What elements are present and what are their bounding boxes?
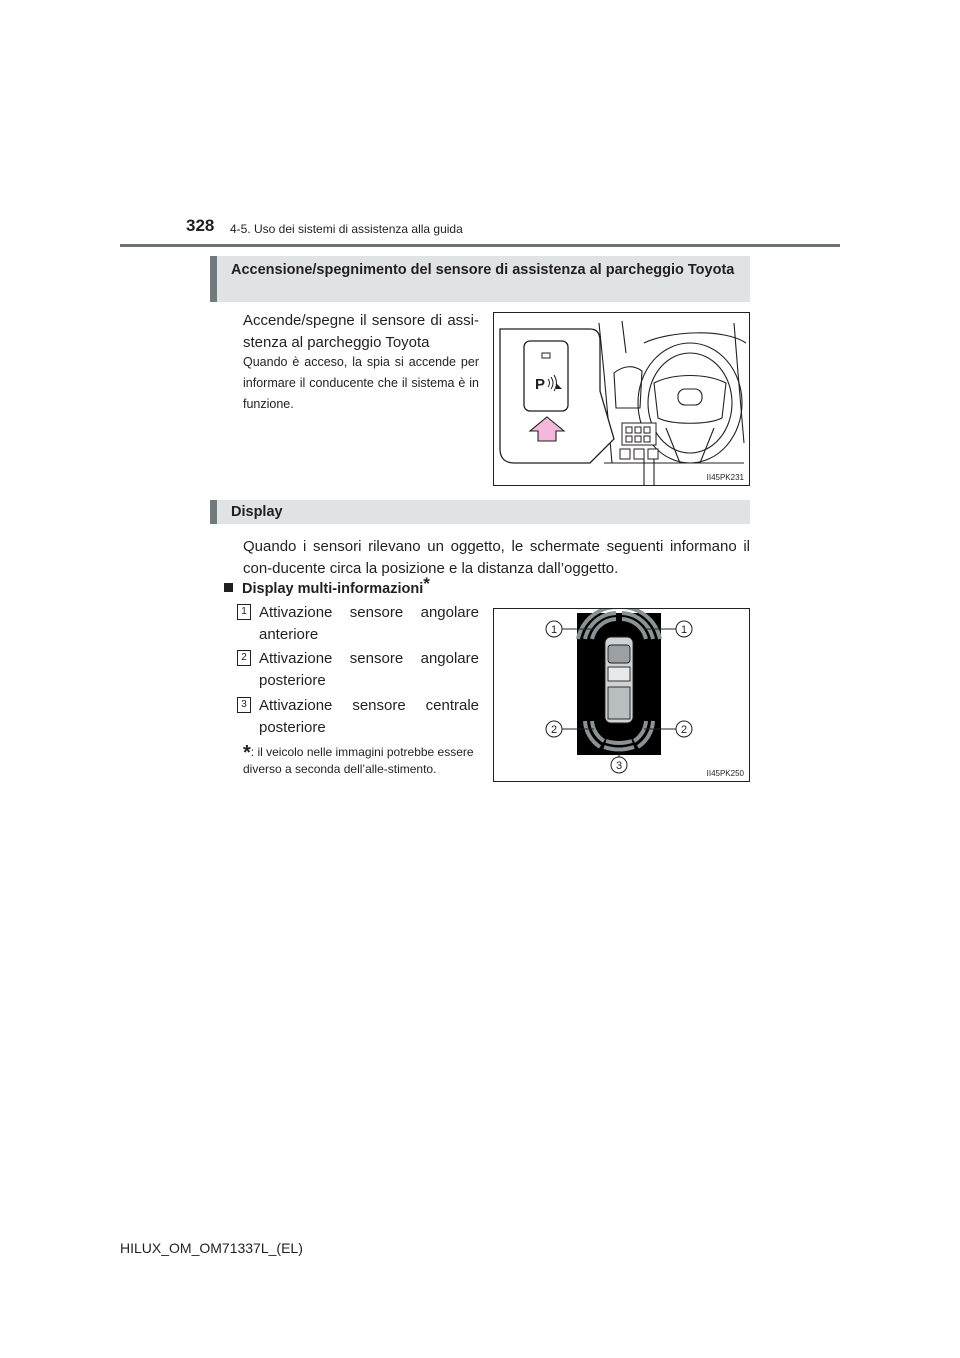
list-item <box>237 695 479 739</box>
item-text: Attivazione sensore angolare posteriore <box>259 650 479 689</box>
display-intro: Quando i sensori rilevano un oggetto, le schermate seguenti informano il con-ducente circa la posizione e la distanza dall’oggetto. <box>243 538 750 577</box>
document-id: HILUX_OM_OM71337L_(EL) <box>120 1240 303 1256</box>
asterisk-mark: * <box>423 574 430 593</box>
figure-code: II45PK250 <box>706 769 744 778</box>
section-heading-display: Display <box>210 500 750 524</box>
item-number: 3 <box>237 697 251 713</box>
dashboard-illustration <box>494 313 750 486</box>
footnote-mark: * <box>243 742 251 764</box>
list-item <box>237 648 479 692</box>
header-divider <box>120 244 840 247</box>
svg-text:P: P <box>535 376 546 393</box>
item-text: Attivazione sensore angolare anteriore <box>259 604 479 643</box>
parking-sensor-switch <box>524 341 568 411</box>
vehicle-icon <box>605 637 633 723</box>
callout-label: 1 <box>550 624 558 636</box>
indicator-light-icon <box>542 353 550 358</box>
page-number: 328 <box>186 216 215 235</box>
callout-label: 3 <box>615 760 623 772</box>
sensor-toggle-description: Accende/spegne il sensore di assi-stenza al parcheggio Toyota <box>243 312 479 351</box>
figure-dashboard-switch <box>493 312 750 486</box>
callout-label: 2 <box>550 724 558 736</box>
subheading-multi-info-display: Display multi-informazioni* <box>224 574 430 597</box>
item-text: Attivazione sensore centrale posteriore <box>259 697 479 736</box>
figure-sensor-display <box>493 608 750 782</box>
callout-label: 1 <box>680 624 688 636</box>
sensor-toggle-note: Quando è acceso, la spia si accende per informare il conducente che il sistema è in funzione. <box>243 355 479 411</box>
section-title: 4-5. Uso dei sistemi di assistenza alla guida <box>230 222 463 236</box>
section-heading-sensor-toggle: Accensione/spegnimento del sensore di assistenza al parcheggio Toyota <box>210 256 750 302</box>
item-number: 1 <box>237 604 251 620</box>
footnote-text: : il veicolo nelle immagini potrebbe essere diverso a seconda dell’alle-stimento. <box>243 745 474 776</box>
figure-code: II45PK231 <box>706 473 744 482</box>
callout-label: 2 <box>680 724 688 736</box>
list-item <box>237 602 479 646</box>
sensor-display-illustration <box>494 609 750 782</box>
square-bullet-icon <box>224 583 233 592</box>
footnote <box>243 744 479 777</box>
item-number: 2 <box>237 650 251 666</box>
